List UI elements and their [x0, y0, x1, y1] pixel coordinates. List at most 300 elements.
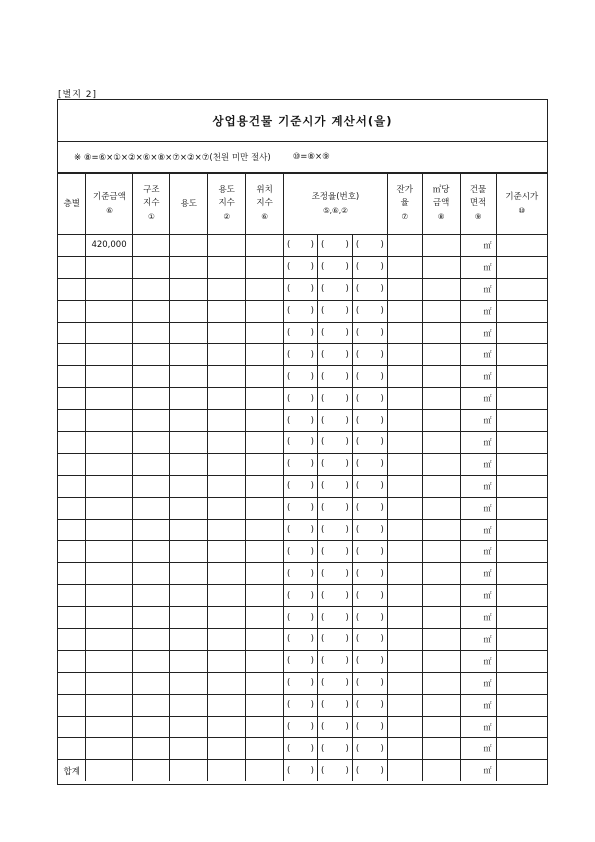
location-index-cell[interactable]	[246, 760, 284, 781]
location-index-cell[interactable]	[246, 344, 284, 366]
base-price-cell[interactable]	[86, 716, 133, 738]
adjustment-cell[interactable]: ( )	[284, 694, 318, 716]
base-price-cell[interactable]	[86, 410, 133, 432]
residual-rate-cell[interactable]	[387, 716, 422, 738]
use-cell[interactable]	[170, 607, 208, 629]
price-per-m2-cell[interactable]	[422, 629, 460, 651]
location-index-cell[interactable]	[246, 366, 284, 388]
standard-price-cell[interactable]	[496, 716, 547, 738]
adjustment-cell[interactable]: ( )	[284, 300, 318, 322]
base-price-cell[interactable]	[86, 672, 133, 694]
floor-cell[interactable]	[58, 738, 86, 760]
adjustment-cell[interactable]: ( )	[284, 629, 318, 651]
use-cell[interactable]	[170, 256, 208, 278]
building-area-cell[interactable]: ㎡	[460, 410, 496, 432]
adjustment-cell[interactable]: ( )	[317, 256, 352, 278]
use-index-cell[interactable]	[208, 519, 246, 541]
adjustment-cell[interactable]: ( )	[284, 475, 318, 497]
building-area-cell[interactable]: ㎡	[460, 694, 496, 716]
use-cell[interactable]	[170, 585, 208, 607]
building-area-cell[interactable]: ㎡	[460, 453, 496, 475]
residual-rate-cell[interactable]	[387, 607, 422, 629]
base-price-cell[interactable]	[86, 738, 133, 760]
structure-index-cell[interactable]	[133, 650, 170, 672]
location-index-cell[interactable]	[246, 541, 284, 563]
location-index-cell[interactable]	[246, 519, 284, 541]
building-area-cell[interactable]: ㎡	[460, 235, 496, 257]
price-per-m2-cell[interactable]	[422, 256, 460, 278]
adjustment-cell[interactable]: ( )	[352, 585, 387, 607]
adjustment-cell[interactable]: ( )	[317, 541, 352, 563]
base-price-cell[interactable]	[86, 541, 133, 563]
base-price-cell[interactable]	[86, 453, 133, 475]
adjustment-cell[interactable]: ( )	[317, 716, 352, 738]
adjustment-cell[interactable]: ( )	[317, 388, 352, 410]
price-per-m2-cell[interactable]	[422, 585, 460, 607]
standard-price-cell[interactable]	[496, 672, 547, 694]
adjustment-cell[interactable]: ( )	[352, 497, 387, 519]
adjustment-cell[interactable]: ( )	[284, 235, 318, 257]
base-price-cell[interactable]	[86, 344, 133, 366]
building-area-cell[interactable]: ㎡	[460, 650, 496, 672]
floor-cell[interactable]	[58, 410, 86, 432]
residual-rate-cell[interactable]	[387, 410, 422, 432]
floor-cell[interactable]	[58, 235, 86, 257]
adjustment-cell[interactable]: ( )	[352, 300, 387, 322]
residual-rate-cell[interactable]	[387, 629, 422, 651]
residual-rate-cell[interactable]	[387, 322, 422, 344]
adjustment-cell[interactable]: ( )	[317, 650, 352, 672]
structure-index-cell[interactable]	[133, 256, 170, 278]
building-area-cell[interactable]: ㎡	[460, 760, 496, 781]
price-per-m2-cell[interactable]	[422, 410, 460, 432]
residual-rate-cell[interactable]	[387, 235, 422, 257]
residual-rate-cell[interactable]	[387, 300, 422, 322]
location-index-cell[interactable]	[246, 322, 284, 344]
residual-rate-cell[interactable]	[387, 738, 422, 760]
structure-index-cell[interactable]	[133, 672, 170, 694]
floor-cell[interactable]	[58, 716, 86, 738]
price-per-m2-cell[interactable]	[422, 716, 460, 738]
location-index-cell[interactable]	[246, 563, 284, 585]
use-index-cell[interactable]	[208, 738, 246, 760]
use-cell[interactable]	[170, 672, 208, 694]
floor-cell[interactable]	[58, 650, 86, 672]
structure-index-cell[interactable]	[133, 475, 170, 497]
building-area-cell[interactable]: ㎡	[460, 366, 496, 388]
base-price-cell[interactable]	[86, 256, 133, 278]
residual-rate-cell[interactable]	[387, 453, 422, 475]
residual-rate-cell[interactable]	[387, 519, 422, 541]
adjustment-cell[interactable]: ( )	[352, 366, 387, 388]
use-cell[interactable]	[170, 278, 208, 300]
adjustment-cell[interactable]: ( )	[352, 738, 387, 760]
price-per-m2-cell[interactable]	[422, 497, 460, 519]
location-index-cell[interactable]	[246, 497, 284, 519]
location-index-cell[interactable]	[246, 410, 284, 432]
location-index-cell[interactable]	[246, 585, 284, 607]
structure-index-cell[interactable]	[133, 497, 170, 519]
structure-index-cell[interactable]	[133, 760, 170, 781]
use-cell[interactable]	[170, 475, 208, 497]
adjustment-cell[interactable]: ( )	[317, 629, 352, 651]
price-per-m2-cell[interactable]	[422, 432, 460, 454]
use-index-cell[interactable]	[208, 366, 246, 388]
use-index-cell[interactable]	[208, 278, 246, 300]
building-area-cell[interactable]: ㎡	[460, 738, 496, 760]
adjustment-cell[interactable]: ( )	[352, 410, 387, 432]
building-area-cell[interactable]: ㎡	[460, 497, 496, 519]
residual-rate-cell[interactable]	[387, 475, 422, 497]
use-cell[interactable]	[170, 388, 208, 410]
location-index-cell[interactable]	[246, 256, 284, 278]
floor-cell[interactable]	[58, 300, 86, 322]
base-price-cell[interactable]	[86, 497, 133, 519]
floor-cell[interactable]	[58, 519, 86, 541]
use-index-cell[interactable]	[208, 388, 246, 410]
price-per-m2-cell[interactable]	[422, 344, 460, 366]
adjustment-cell[interactable]: ( )	[352, 607, 387, 629]
price-per-m2-cell[interactable]	[422, 453, 460, 475]
standard-price-cell[interactable]	[496, 563, 547, 585]
structure-index-cell[interactable]	[133, 738, 170, 760]
use-index-cell[interactable]	[208, 475, 246, 497]
adjustment-cell[interactable]: ( )	[317, 322, 352, 344]
standard-price-cell[interactable]	[496, 497, 547, 519]
price-per-m2-cell[interactable]	[422, 235, 460, 257]
adjustment-cell[interactable]: ( )	[284, 760, 318, 781]
floor-cell[interactable]	[58, 388, 86, 410]
adjustment-cell[interactable]: ( )	[317, 672, 352, 694]
adjustment-cell[interactable]: ( )	[284, 716, 318, 738]
adjustment-cell[interactable]: ( )	[317, 519, 352, 541]
structure-index-cell[interactable]	[133, 322, 170, 344]
adjustment-cell[interactable]: ( )	[317, 585, 352, 607]
residual-rate-cell[interactable]	[387, 694, 422, 716]
adjustment-cell[interactable]: ( )	[284, 541, 318, 563]
standard-price-cell[interactable]	[496, 760, 547, 781]
base-price-cell[interactable]	[86, 322, 133, 344]
base-price-cell[interactable]	[86, 475, 133, 497]
floor-cell[interactable]	[58, 366, 86, 388]
base-price-cell[interactable]	[86, 388, 133, 410]
residual-rate-cell[interactable]	[387, 650, 422, 672]
adjustment-cell[interactable]: ( )	[284, 650, 318, 672]
location-index-cell[interactable]	[246, 453, 284, 475]
adjustment-cell[interactable]: ( )	[317, 410, 352, 432]
price-per-m2-cell[interactable]	[422, 519, 460, 541]
adjustment-cell[interactable]: ( )	[352, 541, 387, 563]
use-index-cell[interactable]	[208, 672, 246, 694]
residual-rate-cell[interactable]	[387, 388, 422, 410]
adjustment-cell[interactable]: ( )	[317, 344, 352, 366]
floor-cell[interactable]	[58, 453, 86, 475]
standard-price-cell[interactable]	[496, 541, 547, 563]
standard-price-cell[interactable]	[496, 300, 547, 322]
adjustment-cell[interactable]: ( )	[284, 497, 318, 519]
building-area-cell[interactable]: ㎡	[460, 563, 496, 585]
floor-cell[interactable]	[58, 497, 86, 519]
adjustment-cell[interactable]: ( )	[284, 607, 318, 629]
structure-index-cell[interactable]	[133, 388, 170, 410]
use-index-cell[interactable]	[208, 300, 246, 322]
structure-index-cell[interactable]	[133, 432, 170, 454]
adjustment-cell[interactable]: ( )	[284, 322, 318, 344]
location-index-cell[interactable]	[246, 694, 284, 716]
adjustment-cell[interactable]: ( )	[352, 563, 387, 585]
adjustment-cell[interactable]: ( )	[352, 716, 387, 738]
adjustment-cell[interactable]: ( )	[352, 256, 387, 278]
adjustment-cell[interactable]: ( )	[284, 278, 318, 300]
adjustment-cell[interactable]: ( )	[352, 760, 387, 781]
use-cell[interactable]	[170, 738, 208, 760]
price-per-m2-cell[interactable]	[422, 563, 460, 585]
residual-rate-cell[interactable]	[387, 256, 422, 278]
adjustment-cell[interactable]: ( )	[284, 256, 318, 278]
structure-index-cell[interactable]	[133, 694, 170, 716]
residual-rate-cell[interactable]	[387, 541, 422, 563]
use-cell[interactable]	[170, 519, 208, 541]
use-index-cell[interactable]	[208, 541, 246, 563]
use-cell[interactable]	[170, 629, 208, 651]
location-index-cell[interactable]	[246, 738, 284, 760]
adjustment-cell[interactable]: ( )	[317, 453, 352, 475]
standard-price-cell[interactable]	[496, 694, 547, 716]
building-area-cell[interactable]: ㎡	[460, 716, 496, 738]
building-area-cell[interactable]: ㎡	[460, 607, 496, 629]
use-cell[interactable]	[170, 716, 208, 738]
adjustment-cell[interactable]: ( )	[284, 563, 318, 585]
structure-index-cell[interactable]	[133, 300, 170, 322]
floor-cell[interactable]	[58, 694, 86, 716]
price-per-m2-cell[interactable]	[422, 541, 460, 563]
adjustment-cell[interactable]: ( )	[317, 760, 352, 781]
building-area-cell[interactable]: ㎡	[460, 541, 496, 563]
location-index-cell[interactable]	[246, 475, 284, 497]
residual-rate-cell[interactable]	[387, 432, 422, 454]
adjustment-cell[interactable]: ( )	[284, 519, 318, 541]
adjustment-cell[interactable]: ( )	[352, 629, 387, 651]
residual-rate-cell[interactable]	[387, 563, 422, 585]
use-cell[interactable]	[170, 694, 208, 716]
base-price-cell[interactable]	[86, 278, 133, 300]
adjustment-cell[interactable]: ( )	[284, 432, 318, 454]
location-index-cell[interactable]	[246, 300, 284, 322]
price-per-m2-cell[interactable]	[422, 278, 460, 300]
price-per-m2-cell[interactable]	[422, 672, 460, 694]
standard-price-cell[interactable]	[496, 738, 547, 760]
base-price-cell[interactable]	[86, 650, 133, 672]
use-cell[interactable]	[170, 453, 208, 475]
adjustment-cell[interactable]: ( )	[352, 475, 387, 497]
adjustment-cell[interactable]: ( )	[317, 235, 352, 257]
adjustment-cell[interactable]: ( )	[317, 607, 352, 629]
price-per-m2-cell[interactable]	[422, 650, 460, 672]
use-index-cell[interactable]	[208, 344, 246, 366]
floor-cell[interactable]	[58, 563, 86, 585]
structure-index-cell[interactable]	[133, 585, 170, 607]
location-index-cell[interactable]	[246, 650, 284, 672]
floor-cell[interactable]	[58, 607, 86, 629]
base-price-cell[interactable]	[86, 563, 133, 585]
adjustment-cell[interactable]: ( )	[317, 694, 352, 716]
building-area-cell[interactable]: ㎡	[460, 278, 496, 300]
building-area-cell[interactable]: ㎡	[460, 585, 496, 607]
standard-price-cell[interactable]	[496, 278, 547, 300]
price-per-m2-cell[interactable]	[422, 322, 460, 344]
floor-cell[interactable]	[58, 432, 86, 454]
standard-price-cell[interactable]	[496, 366, 547, 388]
use-index-cell[interactable]	[208, 322, 246, 344]
floor-cell[interactable]	[58, 256, 86, 278]
floor-cell[interactable]	[58, 322, 86, 344]
standard-price-cell[interactable]	[496, 410, 547, 432]
use-cell[interactable]	[170, 235, 208, 257]
location-index-cell[interactable]	[246, 432, 284, 454]
base-price-cell[interactable]	[86, 366, 133, 388]
use-cell[interactable]	[170, 322, 208, 344]
base-price-cell[interactable]: 420,000	[86, 235, 133, 257]
structure-index-cell[interactable]	[133, 563, 170, 585]
standard-price-cell[interactable]	[496, 453, 547, 475]
price-per-m2-cell[interactable]	[422, 300, 460, 322]
standard-price-cell[interactable]	[496, 585, 547, 607]
use-index-cell[interactable]	[208, 256, 246, 278]
location-index-cell[interactable]	[246, 278, 284, 300]
building-area-cell[interactable]: ㎡	[460, 344, 496, 366]
use-cell[interactable]	[170, 300, 208, 322]
adjustment-cell[interactable]: ( )	[352, 235, 387, 257]
residual-rate-cell[interactable]	[387, 497, 422, 519]
price-per-m2-cell[interactable]	[422, 694, 460, 716]
standard-price-cell[interactable]	[496, 432, 547, 454]
adjustment-cell[interactable]: ( )	[352, 650, 387, 672]
adjustment-cell[interactable]: ( )	[352, 344, 387, 366]
adjustment-cell[interactable]: ( )	[284, 453, 318, 475]
use-index-cell[interactable]	[208, 563, 246, 585]
standard-price-cell[interactable]	[496, 650, 547, 672]
use-cell[interactable]	[170, 563, 208, 585]
building-area-cell[interactable]: ㎡	[460, 519, 496, 541]
adjustment-cell[interactable]: ( )	[284, 410, 318, 432]
price-per-m2-cell[interactable]	[422, 388, 460, 410]
use-index-cell[interactable]	[208, 694, 246, 716]
adjustment-cell[interactable]: ( )	[317, 300, 352, 322]
adjustment-cell[interactable]: ( )	[317, 563, 352, 585]
residual-rate-cell[interactable]	[387, 278, 422, 300]
floor-cell[interactable]	[58, 475, 86, 497]
standard-price-cell[interactable]	[496, 344, 547, 366]
standard-price-cell[interactable]	[496, 322, 547, 344]
residual-rate-cell[interactable]	[387, 672, 422, 694]
adjustment-cell[interactable]: ( )	[352, 388, 387, 410]
building-area-cell[interactable]: ㎡	[460, 256, 496, 278]
adjustment-cell[interactable]: ( )	[317, 432, 352, 454]
adjustment-cell[interactable]: ( )	[317, 475, 352, 497]
adjustment-cell[interactable]: ( )	[352, 278, 387, 300]
building-area-cell[interactable]: ㎡	[460, 475, 496, 497]
adjustment-cell[interactable]: ( )	[352, 672, 387, 694]
adjustment-cell[interactable]: ( )	[317, 278, 352, 300]
building-area-cell[interactable]: ㎡	[460, 629, 496, 651]
adjustment-cell[interactable]: ( )	[352, 519, 387, 541]
use-index-cell[interactable]	[208, 650, 246, 672]
floor-cell[interactable]	[58, 278, 86, 300]
building-area-cell[interactable]: ㎡	[460, 300, 496, 322]
adjustment-cell[interactable]: ( )	[317, 366, 352, 388]
use-index-cell[interactable]	[208, 760, 246, 781]
standard-price-cell[interactable]	[496, 235, 547, 257]
use-cell[interactable]	[170, 650, 208, 672]
building-area-cell[interactable]: ㎡	[460, 322, 496, 344]
adjustment-cell[interactable]: ( )	[317, 738, 352, 760]
adjustment-cell[interactable]: ( )	[317, 497, 352, 519]
location-index-cell[interactable]	[246, 672, 284, 694]
structure-index-cell[interactable]	[133, 235, 170, 257]
location-index-cell[interactable]	[246, 716, 284, 738]
floor-cell[interactable]	[58, 344, 86, 366]
building-area-cell[interactable]: ㎡	[460, 432, 496, 454]
base-price-cell[interactable]	[86, 585, 133, 607]
base-price-cell[interactable]	[86, 629, 133, 651]
price-per-m2-cell[interactable]	[422, 760, 460, 781]
adjustment-cell[interactable]: ( )	[284, 585, 318, 607]
floor-cell[interactable]	[58, 585, 86, 607]
price-per-m2-cell[interactable]	[422, 366, 460, 388]
standard-price-cell[interactable]	[496, 256, 547, 278]
structure-index-cell[interactable]	[133, 278, 170, 300]
price-per-m2-cell[interactable]	[422, 607, 460, 629]
use-cell[interactable]	[170, 410, 208, 432]
standard-price-cell[interactable]	[496, 475, 547, 497]
structure-index-cell[interactable]	[133, 453, 170, 475]
residual-rate-cell[interactable]	[387, 344, 422, 366]
use-index-cell[interactable]	[208, 235, 246, 257]
floor-cell[interactable]	[58, 541, 86, 563]
base-price-cell[interactable]	[86, 300, 133, 322]
adjustment-cell[interactable]: ( )	[284, 672, 318, 694]
base-price-cell[interactable]	[86, 760, 133, 781]
price-per-m2-cell[interactable]	[422, 475, 460, 497]
adjustment-cell[interactable]: ( )	[284, 738, 318, 760]
use-index-cell[interactable]	[208, 716, 246, 738]
residual-rate-cell[interactable]	[387, 760, 422, 781]
base-price-cell[interactable]	[86, 607, 133, 629]
use-index-cell[interactable]	[208, 410, 246, 432]
location-index-cell[interactable]	[246, 629, 284, 651]
use-index-cell[interactable]	[208, 585, 246, 607]
use-index-cell[interactable]	[208, 607, 246, 629]
use-cell[interactable]	[170, 541, 208, 563]
location-index-cell[interactable]	[246, 235, 284, 257]
adjustment-cell[interactable]: ( )	[284, 344, 318, 366]
structure-index-cell[interactable]	[133, 629, 170, 651]
building-area-cell[interactable]: ㎡	[460, 388, 496, 410]
floor-cell[interactable]	[58, 672, 86, 694]
adjustment-cell[interactable]: ( )	[284, 366, 318, 388]
standard-price-cell[interactable]	[496, 519, 547, 541]
adjustment-cell[interactable]: ( )	[352, 694, 387, 716]
structure-index-cell[interactable]	[133, 541, 170, 563]
base-price-cell[interactable]	[86, 432, 133, 454]
residual-rate-cell[interactable]	[387, 366, 422, 388]
structure-index-cell[interactable]	[133, 716, 170, 738]
location-index-cell[interactable]	[246, 607, 284, 629]
structure-index-cell[interactable]	[133, 607, 170, 629]
structure-index-cell[interactable]	[133, 366, 170, 388]
use-cell[interactable]	[170, 344, 208, 366]
adjustment-cell[interactable]: ( )	[352, 322, 387, 344]
